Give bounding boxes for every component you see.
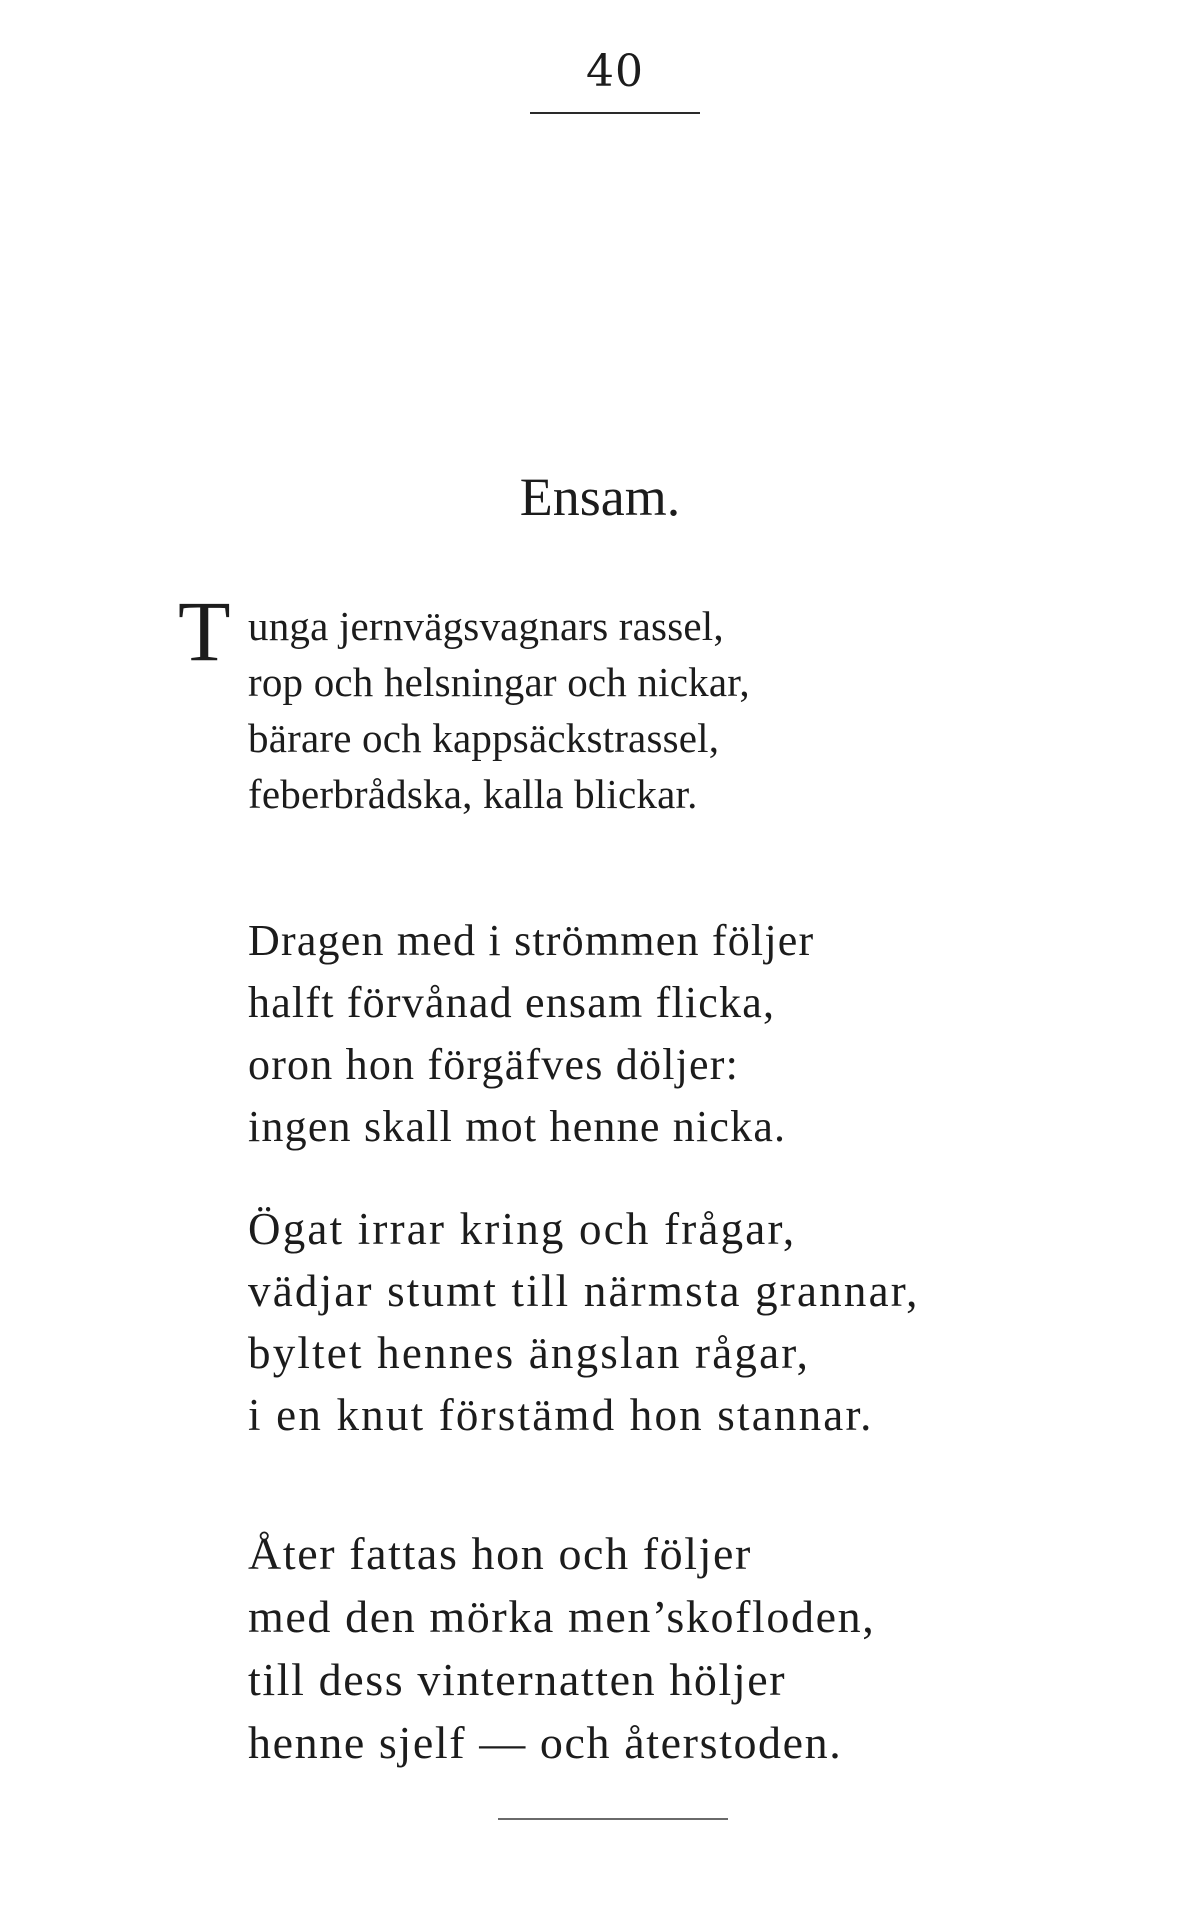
poem-line: halft förvånad ensam flicka, (248, 978, 776, 1027)
poem-line: ingen skall mot henne nicka. (248, 1102, 787, 1151)
poem-line: byltet hennes ängslan rågar, (248, 1328, 811, 1378)
poem-line: Dragen med i strömmen följer (248, 916, 815, 965)
poem-line: med den mörka men’skofloden, (248, 1591, 876, 1642)
poem-line: Ögat irrar kring och frågar, (248, 1204, 797, 1254)
page-number: 40 (586, 46, 644, 97)
stanza-2 (248, 910, 814, 1158)
poem-line: rop och helsningar och nickar, (248, 659, 750, 705)
poem-line: feberbrådska, kalla blickar. (248, 771, 698, 817)
poem-line: till dess vinternatten höljer (248, 1654, 787, 1705)
poem-title: Ensam. (519, 467, 681, 527)
poem-line: unga jernvägsvagnars rassel, (248, 603, 724, 649)
stanza-1 (248, 598, 750, 822)
drop-cap: T (178, 583, 231, 679)
poem-line: oron hon förgäfves döljer: (248, 1040, 740, 1089)
poem-line: henne sjelf — och återstoden. (248, 1717, 843, 1768)
poem-line: bärare och kappsäckstrassel, (248, 715, 720, 761)
poem-line: vädjar stumt till närmsta grannar, (248, 1266, 920, 1316)
poem-line: Åter fattas hon och följer (248, 1528, 752, 1579)
poem-line: i en knut förstämd hon stannar. (248, 1390, 874, 1440)
stanza-3 (248, 1198, 920, 1446)
page-number-rule (530, 112, 700, 114)
stanza-4 (248, 1522, 875, 1774)
end-rule (498, 1818, 728, 1820)
